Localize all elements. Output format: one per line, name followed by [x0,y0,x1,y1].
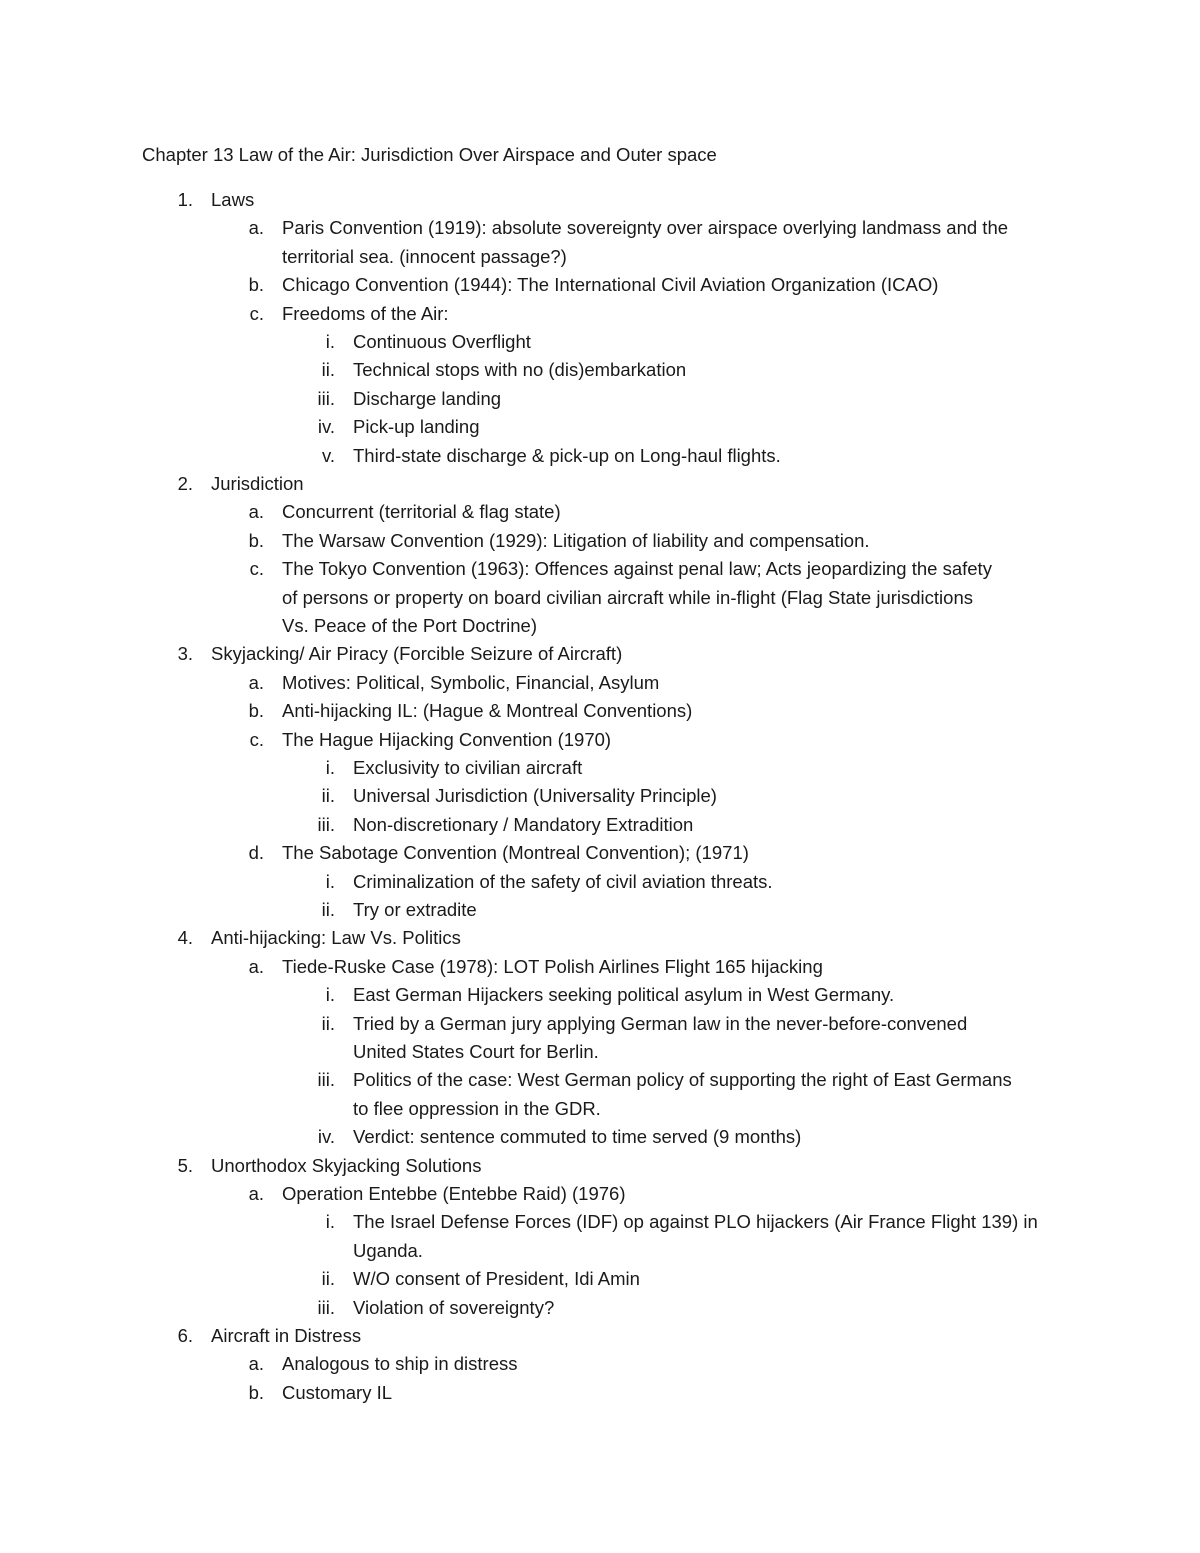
list-marker: 2. [177,473,193,494]
list-item-text: Jurisdiction [211,473,304,494]
list-item-text: Anti-hijacking: Law Vs. Politics [211,927,461,949]
list-marker: iv. [317,1126,335,1148]
list-item-text: East German Hijackers seeking political asylum in West Germany. [353,984,895,1006]
list-marker: i. [325,984,335,1006]
list-marker: b. [248,700,264,722]
list-item-text: Aircraft in Distress [211,1325,362,1346]
list-item-text: The Israel Defense Forces (IDF) op against PLO hijackers (Air France Flight 139) in [353,1211,1038,1233]
list-marker: ii. [321,899,335,920]
list-marker: iii. [317,1069,335,1091]
list-item-text: Uganda. [353,1239,423,1261]
list-item-text: The Tokyo Convention (1963): Offences against penal law; Acts jeopardizing the safety [282,558,992,580]
page-title: Chapter 13 Law of the Air: Jurisdiction Over Airspace and Outer space [142,144,717,165]
list-marker: 3. [177,643,193,665]
list-item-text: of persons or property on board civilian aircraft while in-flight (Flag State jurisdictions [282,586,973,608]
list-item-text: Universal Jurisdiction (Universality Principle) [353,785,717,807]
list-item-text: Verdict: sentence commuted to time served (9 months) [353,1126,802,1148]
list-marker: i. [325,757,335,778]
list-marker: a. [248,1183,264,1204]
list-item-text: Motives: Political, Symbolic, Financial, Asylum [282,671,660,693]
list-marker: d. [248,842,264,864]
list-item-text: Analogous to ship in distress [282,1353,518,1375]
list-item-text: The Sabotage Convention (Montreal Convention); (1971) [282,842,749,864]
list-marker: v. [321,444,335,466]
list-item-text: The Warsaw Convention (1929): Litigation of liability and compensation. [282,529,870,551]
list-item-text: Try or extradite [353,899,477,920]
list-item-text: Exclusivity to civilian aircraft [353,757,583,778]
list-item-text: Operation Entebbe (Entebbe Raid) (1976) [282,1183,626,1204]
list-item-text: Concurrent (territorial & flag state) [282,501,561,523]
list-item-text: United States Court for Berlin. [353,1041,599,1062]
list-marker: c. [249,558,264,580]
list-marker: c. [249,302,264,324]
list-marker: b. [248,529,264,551]
list-marker: i. [325,870,335,892]
list-item-text: Paris Convention (1919): absolute sovereignty over airspace overlying landmass and the [282,217,1009,239]
list-marker: iii. [317,387,335,409]
list-marker: iii. [317,1296,335,1318]
list-item-text: Unorthodox Skyjacking Solutions [211,1154,482,1176]
list-item-text: territorial sea. (innocent passage?) [282,245,567,267]
list-item-text: Chicago Convention (1944): The International Civil Aviation Organization (ICAO) [282,274,939,296]
list-item-text: Tried by a German jury applying German law in the never-before-convened [353,1012,968,1034]
list-item-text: Freedoms of the Air: [282,302,449,324]
list-item-text: W/O consent of President, Idi Amin [353,1268,640,1290]
list-marker: ii. [321,1012,335,1034]
list-item-text: Criminalization of the safety of civil aviation threats. [353,870,773,892]
list-marker: 6. [177,1325,193,1346]
list-item-text: Anti-hijacking IL: (Hague & Montreal Conventions) [282,700,693,722]
list-item-text: Politics of the case: West German policy of supporting the right of East Germans [353,1069,1012,1091]
list-item-text: Violation of sovereignty? [353,1296,555,1318]
list-item-text: Pick-up landing [353,416,480,438]
list-marker: iii. [317,813,335,835]
list-marker: 5. [177,1154,193,1176]
list-item-text: Vs. Peace of the Port Doctrine) [282,615,538,636]
list-item-text: Non-discretionary / Mandatory Extradition [353,813,694,835]
list-marker: a. [248,671,264,693]
list-marker: a. [248,955,264,977]
list-marker: c. [249,728,264,750]
list-marker: ii. [321,359,335,381]
list-marker: 1. [177,189,193,210]
list-item-text: The Hague Hijacking Convention (1970) [282,728,612,750]
list-item-text: Technical stops with no (dis)embarkation [353,359,687,381]
list-item-text: Tiede-Ruske Case (1978): LOT Polish Airlines Flight 165 hijacking [282,955,823,977]
list-marker: i. [325,1211,335,1233]
list-marker: ii. [321,785,335,807]
list-item-text: Continuous Overflight [353,331,531,352]
list-item-text: Customary IL [282,1381,393,1403]
list-marker: 4. [177,927,193,949]
list-marker: a. [248,217,264,239]
list-item-text: to flee oppression in the GDR. [353,1097,601,1119]
list-item-text: Skyjacking/ Air Piracy (Forcible Seizure of Aircraft) [211,643,623,665]
list-item-text: Third-state discharge & pick-up on Long-haul flights. [353,444,781,466]
list-marker: iv. [317,416,335,438]
list-marker: ii. [321,1268,335,1290]
list-marker: a. [248,501,264,523]
list-item-text: Discharge landing [353,387,502,409]
list-marker: a. [248,1353,264,1375]
list-marker: b. [248,1381,264,1403]
list-marker: i. [325,331,335,352]
list-item-text: Laws [211,189,255,210]
list-marker: b. [248,274,264,296]
